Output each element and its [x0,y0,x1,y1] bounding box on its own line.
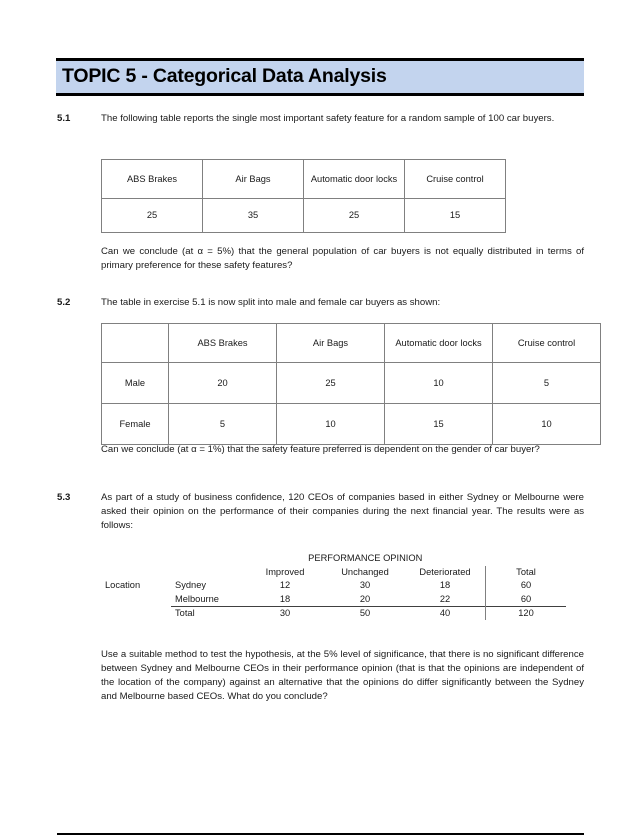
table-safety-feature-counts [101,159,506,233]
table-cell: 35 [203,199,304,233]
question-5-3-question-text: Use a suitable method to test the hypothesis, at the 5% level of significance, that there is no significant difference between Sydney and Melbourne CEOs in their performance opinion (that is that the opinions are independent of the location of the company) against an alternative that the opinions do differ significantly between the Sydney and Melbourne based CEOs. What do you conclude? [101,649,584,702]
table-cell: 18 [279,593,291,604]
table-header-cell-total: Total [486,566,567,579]
question-5-1-intro [57,112,584,126]
table-spacer-cell [101,593,171,607]
table-spacer-cell [171,566,245,579]
question-5-1-number: 5.1 [57,113,71,124]
table-cell-row-total: 60 [486,579,567,592]
table-header-cell: Cruise control [493,324,601,363]
footer-divider [57,833,584,835]
table-row [102,324,601,363]
table-header-cell: Unchanged [341,567,389,578]
table-header-cell: ABS Brakes [102,160,203,199]
table-performance-opinion-by-location [101,552,566,620]
question-5-1-intro-text: The following table reports the single most important safety feature for a random sample of 100 car buyers. [101,113,555,124]
table-row [101,579,566,592]
table-header-cell: Automatic door locks [385,324,493,363]
table-header-cell: Cruise control [405,160,506,199]
table-cell: 18 [439,580,451,591]
table-cell: 25 [277,363,385,404]
table-row-totals [101,606,566,620]
table-spacer-cell [101,566,171,579]
table-row-label: Male [102,363,169,404]
table-cell: 25 [102,199,203,233]
table-row-group-label: Location [105,580,141,591]
table-cell: 5 [493,363,601,404]
table-row [102,404,601,445]
question-5-2-number: 5.2 [57,297,71,308]
question-5-3-intro [57,491,584,533]
table-cell-grand-total: 120 [486,606,567,620]
question-5-2-question-text: Can we conclude (at α = 1%) that the safety feature preferred is dependent on the gender of car buyer? [101,444,540,455]
table-header-cell: Air Bags [203,160,304,199]
table-row [102,363,601,404]
table-safety-feature-by-gender [101,323,601,445]
table-row [101,552,566,566]
question-5-3-number: 5.3 [57,492,71,503]
table-cell: 30 [359,580,371,591]
table-header-cell: Deteriorated [419,567,471,578]
table-cell: 25 [304,199,405,233]
table-corner-cell [102,324,169,363]
table-row [101,566,566,579]
topic-title-banner [56,58,584,96]
table-spacer-cell [101,606,171,620]
table-cell: 12 [279,580,291,591]
table-cell: 10 [493,404,601,445]
table-cell: 20 [359,593,371,604]
table-cell-column-total: 30 [245,606,325,620]
table-row-label: Sydney [175,580,207,591]
question-5-3-intro-text: As part of a study of business confidence, 120 CEOs of companies based in either Sydney or Melbourne were asked their opinion on the performance of their companies during the next financial year. The results were as follows: [101,492,584,531]
table-row [102,199,506,233]
question-5-2-intro [57,296,584,310]
table-header-cell: Improved [265,567,305,578]
table-cell: 20 [169,363,277,404]
table-row-label: Melbourne [175,593,219,604]
table-header-cell: Air Bags [277,324,385,363]
table-total-row-label: Total [171,606,245,620]
page-title: TOPIC 5 - Categorical Data Analysis [62,65,387,87]
table-cell: 15 [385,404,493,445]
table-row-label: Female [102,404,169,445]
table-cell-column-total: 40 [405,606,486,620]
table-cell-column-total: 50 [325,606,405,620]
table-cell: 10 [277,404,385,445]
table-cell: 10 [385,363,493,404]
table-span-header: PERFORMANCE OPINION [308,553,423,563]
table-cell-row-total: 60 [486,593,567,607]
table-spacer-cell [101,552,171,566]
question-5-2-intro-text: The table in exercise 5.1 is now split into male and female car buyers as shown: [101,297,441,308]
table-spacer-cell [486,552,567,566]
table-cell: 22 [439,593,451,604]
table-cell: 5 [169,404,277,445]
table-header-cell: ABS Brakes [169,324,277,363]
question-5-1-question-text: Can we conclude (at α = 5%) that the general population of car buyers is not equally distributed in terms of primary preference for these safety features? [101,246,584,271]
table-row [101,593,566,607]
table-row [102,160,506,199]
table-header-cell: Automatic door locks [304,160,405,199]
table-cell: 15 [405,199,506,233]
table-spacer-cell [171,552,245,566]
